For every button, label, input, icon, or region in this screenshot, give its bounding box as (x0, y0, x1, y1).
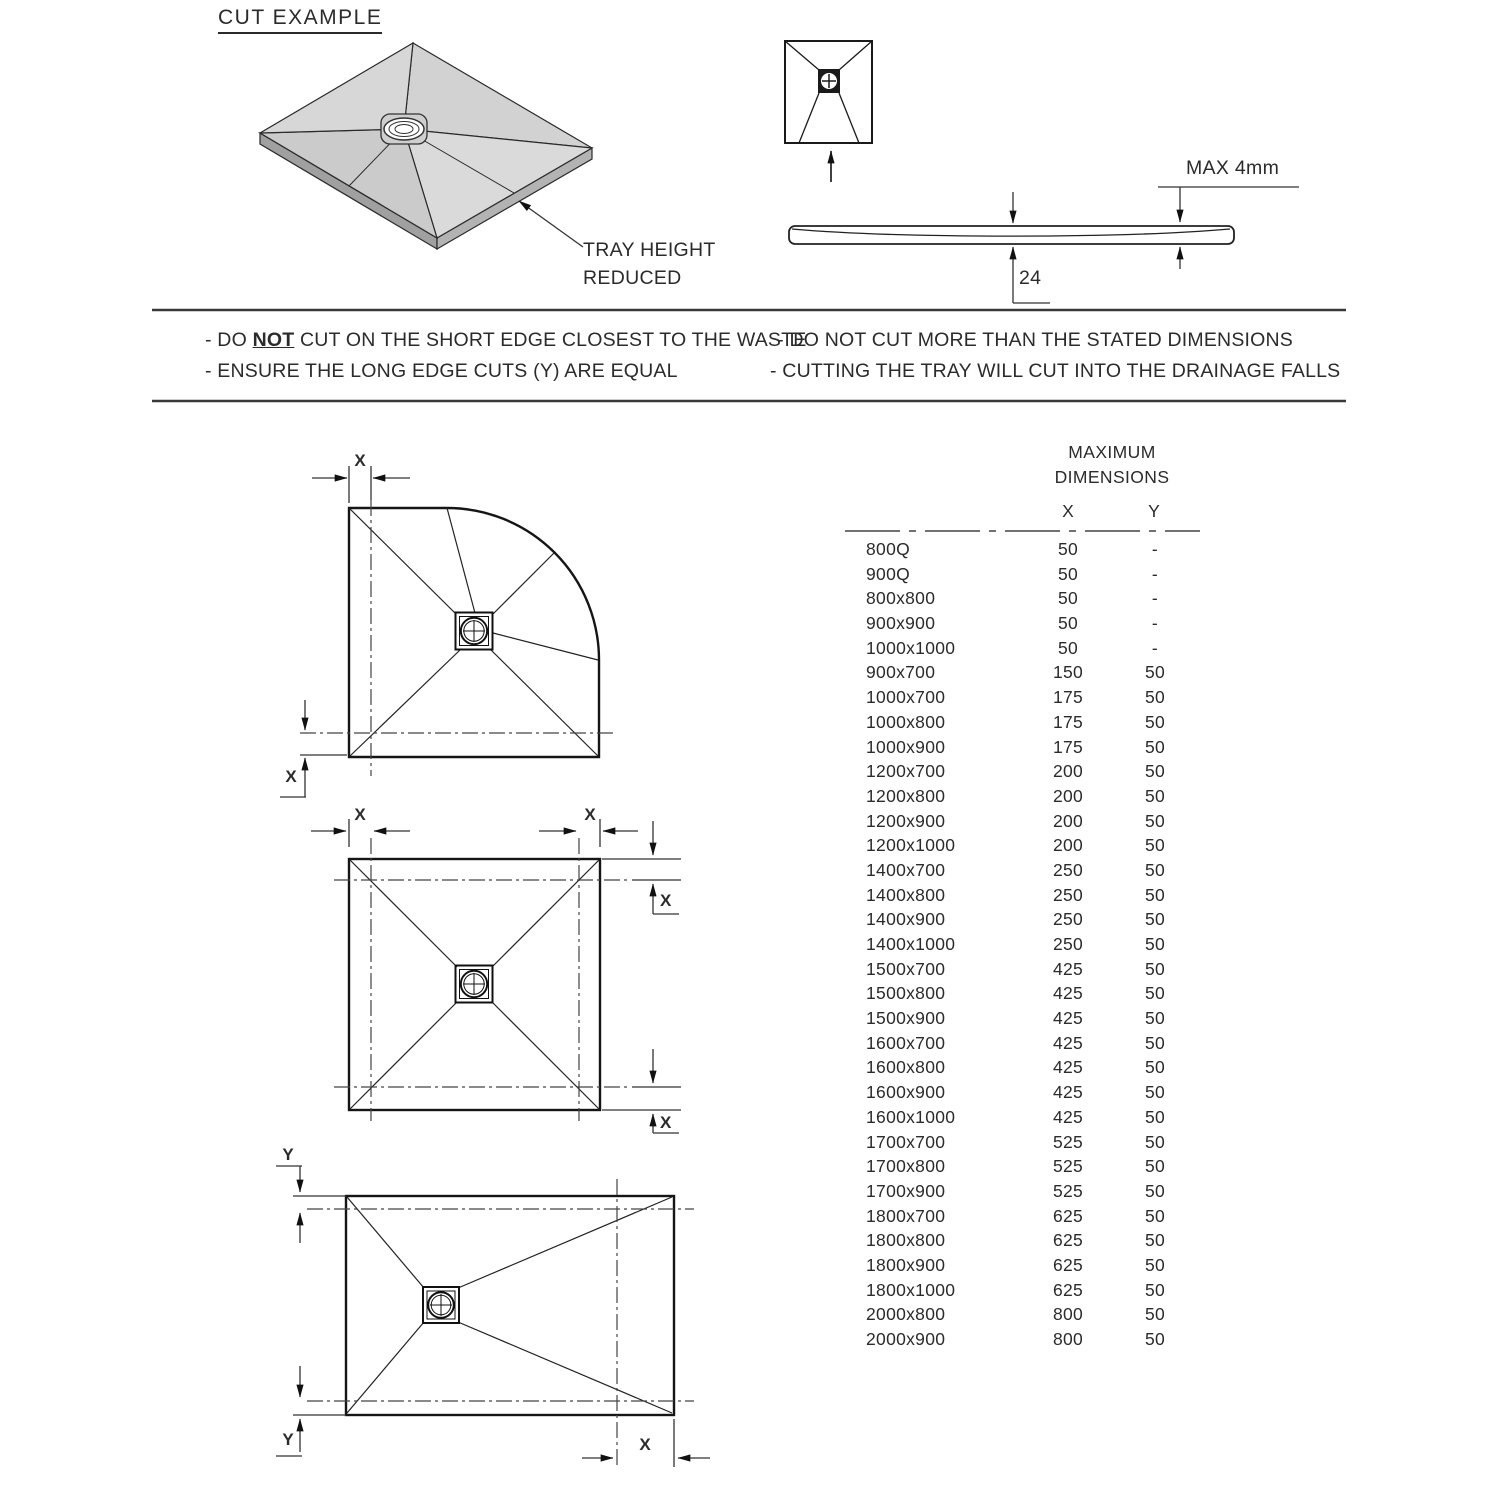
cell-x-max: 50 (1057, 588, 1079, 609)
table-row (866, 735, 1216, 760)
cell-y-max: 50 (1144, 1057, 1166, 1078)
cell-y-max: - (1151, 637, 1159, 658)
cell-x-max: 50 (1057, 637, 1079, 658)
table-row (866, 636, 1216, 661)
table-row (866, 710, 1216, 735)
cell-size: 1200x1000 (866, 835, 956, 856)
tray-height-note-line2: REDUCED (583, 267, 682, 289)
cell-size: 1200x900 (866, 810, 946, 831)
cell-x-max: 250 (1052, 909, 1084, 930)
cell-x-max: 625 (1052, 1279, 1084, 1300)
table-row (866, 932, 1216, 957)
instruction-left-1-not: NOT (252, 329, 295, 351)
instruction-left-2: - ENSURE THE LONG EDGE CUTS (Y) ARE EQUAL (205, 360, 678, 382)
table-row (866, 562, 1216, 587)
table-col-header-y: Y (1148, 501, 1160, 521)
cell-x-max: 200 (1052, 785, 1084, 806)
cell-y-max: 50 (1144, 909, 1166, 930)
cell-size: 1500x900 (866, 1008, 946, 1029)
cell-size: 1600x800 (866, 1057, 946, 1078)
cell-x-max: 250 (1052, 884, 1084, 905)
rect-x-right-label: X (639, 1435, 651, 1454)
cell-x-max: 175 (1052, 687, 1084, 708)
cell-y-max: 50 (1144, 884, 1166, 905)
cell-x-max: 50 (1057, 613, 1079, 634)
cell-y-max: - (1151, 613, 1159, 634)
cell-y-max: 50 (1144, 1254, 1166, 1275)
cell-size: 800Q (866, 539, 911, 559)
cell-x-max: 525 (1052, 1156, 1084, 1177)
cell-y-max: - (1151, 563, 1159, 584)
cell-size: 900Q (866, 563, 911, 584)
cell-x-max: 425 (1052, 1057, 1084, 1078)
cell-y-max: 50 (1144, 761, 1166, 782)
cell-size: 1000x700 (866, 687, 946, 708)
cell-size: 1600x1000 (866, 1106, 956, 1127)
cell-y-max: 50 (1144, 687, 1166, 708)
cell-size: 1600x900 (866, 1082, 946, 1103)
table-row (866, 685, 1216, 710)
quadrant-x-top-label: X (354, 451, 366, 470)
isometric-tray (260, 43, 592, 249)
cell-x-max: 425 (1052, 958, 1084, 979)
table-row (866, 537, 1216, 562)
table-row (866, 883, 1216, 908)
cell-y-max: 50 (1144, 1230, 1166, 1251)
cell-x-max: 625 (1052, 1230, 1084, 1251)
quadrant-x-bottom-label: X (285, 767, 297, 786)
rect-y-bottom-label: Y (282, 1430, 294, 1449)
table-row (866, 957, 1216, 982)
rect-y-top-label: Y (282, 1145, 294, 1164)
instruction-right-2: - CUTTING THE TRAY WILL CUT INTO THE DRAINAGE FALLS (770, 360, 1341, 382)
table-row (866, 1105, 1216, 1130)
table-row (866, 1154, 1216, 1179)
table-row (866, 1006, 1216, 1031)
page-title: CUT EXAMPLE (218, 6, 382, 34)
table-row (866, 1130, 1216, 1155)
instruction-left-1-pre: - DO (205, 329, 253, 351)
table-heading-line2: DIMENSIONS (1054, 467, 1170, 487)
cell-size: 1400x800 (866, 884, 946, 905)
table-row (866, 833, 1216, 858)
cell-y-max: 50 (1144, 1205, 1166, 1226)
cell-size: 1800x900 (866, 1254, 946, 1275)
tray-height-note-line1: TRAY HEIGHT (583, 239, 716, 261)
cell-size: 1700x900 (866, 1180, 946, 1201)
cell-size: 900x900 (866, 613, 936, 634)
cell-y-max: 50 (1144, 1304, 1166, 1325)
cell-size: 1500x700 (866, 958, 946, 979)
table-row (866, 660, 1216, 685)
table-row (866, 1031, 1216, 1056)
cell-y-max: 50 (1144, 983, 1166, 1004)
table-row (866, 1327, 1216, 1352)
table-row (866, 858, 1216, 883)
instruction-left-1 (205, 330, 806, 351)
cell-y-max: 50 (1144, 785, 1166, 806)
cell-size: 1700x800 (866, 1156, 946, 1177)
cell-size: 1700x700 (866, 1131, 946, 1152)
cell-x-max: 800 (1052, 1329, 1084, 1349)
cell-y-max: 50 (1144, 810, 1166, 831)
cell-x-max: 800 (1052, 1304, 1084, 1325)
cell-size: 1400x1000 (866, 934, 956, 954)
cell-x-max: 250 (1052, 859, 1084, 880)
quadrant-tray-diagram (280, 466, 616, 797)
cell-size: 1200x700 (866, 761, 946, 782)
cell-y-max: 50 (1144, 934, 1166, 954)
cell-x-max: 50 (1057, 539, 1079, 559)
size-table (866, 537, 1216, 1352)
cell-size: 1800x700 (866, 1205, 946, 1226)
cell-y-max: 50 (1144, 1131, 1166, 1152)
cell-x-max: 425 (1052, 1082, 1084, 1103)
square-x-rightbottom-label: X (660, 1113, 672, 1132)
cell-y-max: 50 (1144, 859, 1166, 880)
cell-y-max: - (1151, 588, 1159, 609)
table-row (866, 586, 1216, 611)
cell-x-max: 200 (1052, 761, 1084, 782)
cell-x-max: 175 (1052, 711, 1084, 732)
table-row (866, 784, 1216, 809)
table-row (866, 759, 1216, 784)
cell-y-max: 50 (1144, 711, 1166, 732)
cell-y-max: 50 (1144, 1106, 1166, 1127)
cell-y-max: 50 (1144, 736, 1166, 757)
cell-x-max: 425 (1052, 1032, 1084, 1053)
cell-x-max: 425 (1052, 983, 1084, 1004)
cell-y-max: 50 (1144, 1156, 1166, 1177)
cell-x-max: 425 (1052, 1106, 1084, 1127)
cell-y-max: 50 (1144, 1082, 1166, 1103)
table-row (866, 1253, 1216, 1278)
tray-thickness-label: 24 (1019, 267, 1042, 289)
cell-size: 2000x900 (866, 1329, 946, 1349)
table-row (866, 1228, 1216, 1253)
table-row (866, 907, 1216, 932)
cell-size: 900x700 (866, 662, 936, 683)
cell-size: 1000x800 (866, 711, 946, 732)
plan-tray-small (785, 41, 872, 182)
instruction-right-1: - DO NOT CUT MORE THAN THE STATED DIMENSIONS (777, 329, 1293, 351)
cell-x-max: 50 (1057, 563, 1079, 584)
cell-size: 1000x900 (866, 736, 946, 757)
cell-y-max: 50 (1144, 1032, 1166, 1053)
cell-size: 2000x800 (866, 1304, 946, 1325)
cell-size: 1500x800 (866, 983, 946, 1004)
table-row (866, 1278, 1216, 1303)
cell-x-max: 625 (1052, 1205, 1084, 1226)
cell-y-max: - (1151, 539, 1159, 559)
side-profile (789, 187, 1299, 303)
table-row (866, 1080, 1216, 1105)
cell-y-max: 50 (1144, 1279, 1166, 1300)
cell-y-max: 50 (1144, 835, 1166, 856)
cell-size: 1000x1000 (866, 637, 956, 658)
table-row (866, 1204, 1216, 1229)
table-row (866, 611, 1216, 636)
square-x-topleft-label: X (354, 805, 366, 824)
cell-x-max: 525 (1052, 1131, 1084, 1152)
cell-y-max: 50 (1144, 958, 1166, 979)
table-row (866, 809, 1216, 834)
cell-y-max: 50 (1144, 1329, 1166, 1349)
cell-y-max: 50 (1144, 1180, 1166, 1201)
section-rules (152, 310, 1346, 401)
table-row (866, 1055, 1216, 1080)
table-row (866, 981, 1216, 1006)
table-col-header-x: X (1062, 501, 1074, 521)
cell-size: 1600x700 (866, 1032, 946, 1053)
cell-size: 1200x800 (866, 785, 946, 806)
cell-x-max: 525 (1052, 1180, 1084, 1201)
cell-x-max: 425 (1052, 1008, 1084, 1029)
rect-tray-diagram (276, 1166, 710, 1467)
max-cut-label: MAX 4mm (1186, 157, 1280, 179)
table-heading-line1: MAXIMUM (1068, 442, 1156, 462)
cell-size: 800x800 (866, 588, 936, 609)
cell-size: 1400x700 (866, 859, 946, 880)
cell-y-max: 50 (1144, 662, 1166, 683)
cell-x-max: 200 (1052, 810, 1084, 831)
square-tray-diagram (311, 819, 681, 1133)
instruction-left-1-post: CUT ON THE SHORT EDGE CLOSEST TO THE WASTE (294, 329, 807, 351)
square-x-righttop-label: X (660, 891, 672, 910)
cell-size: 1400x900 (866, 909, 946, 930)
cell-x-max: 250 (1052, 934, 1084, 954)
cell-y-max: 50 (1144, 1008, 1166, 1029)
cell-x-max: 625 (1052, 1254, 1084, 1275)
table-row (866, 1179, 1216, 1204)
table-row (866, 1302, 1216, 1327)
cell-x-max: 175 (1052, 736, 1084, 757)
cell-size: 1800x800 (866, 1230, 946, 1251)
cell-x-max: 200 (1052, 835, 1084, 856)
cell-x-max: 150 (1052, 662, 1084, 683)
cell-size: 1800x1000 (866, 1279, 956, 1300)
square-x-topright-label: X (584, 805, 596, 824)
